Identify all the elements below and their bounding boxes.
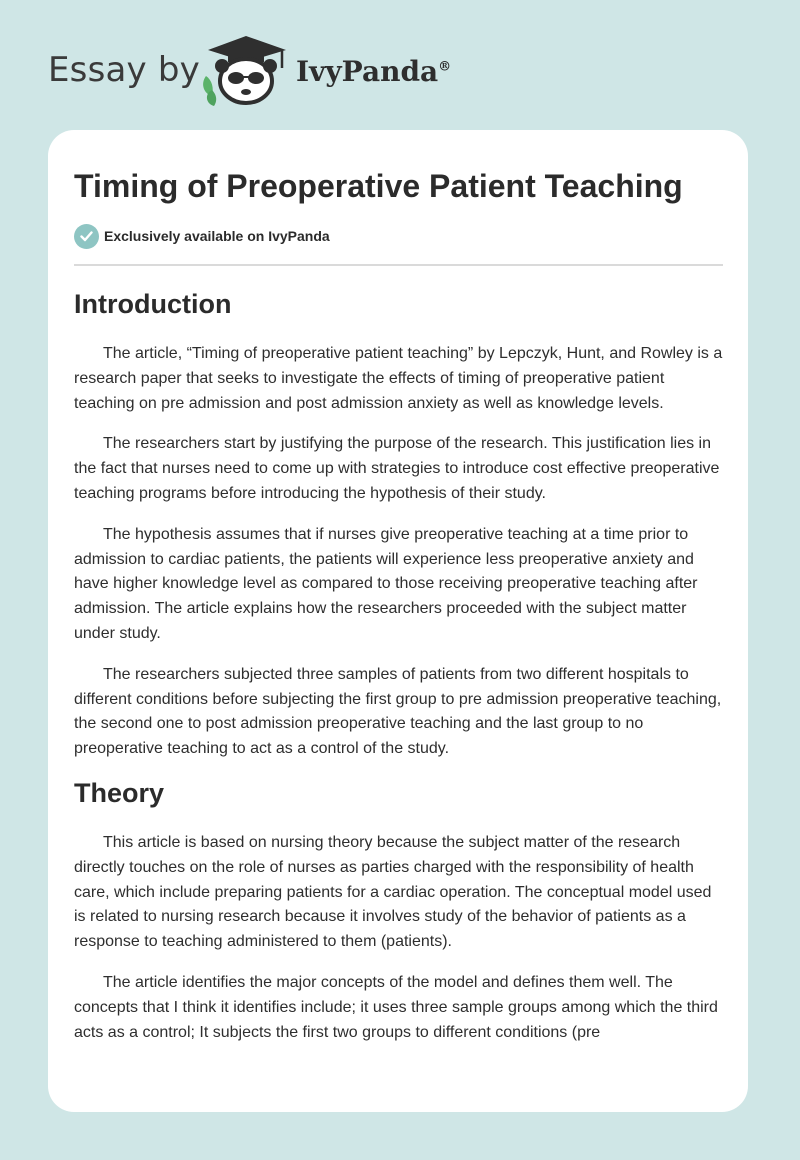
divider — [74, 264, 723, 266]
article-card — [48, 130, 748, 1112]
paragraph: The article, “Timing of preoperative patient teaching” by Lepczyk, Hunt, and Rowley is a research paper that seeks to investigate the effects of timing of preoperative patient teaching on pre admission and post admission anxiety as well as knowledge levels. — [74, 345, 723, 412]
brand-name[interactable] — [296, 55, 451, 88]
registered-mark: ® — [438, 59, 452, 75]
paragraph: The researchers subjected three samples of patients from two different hospitals to different conditions before subjecting the first group to pre admission preoperative teaching, the second one to post admission preoperative teaching and the last group to no preoperative teaching to act as a control of the study. — [74, 665, 722, 758]
paragraph: The researchers start by justifying the purpose of the research. This justification lies in the fact that nurses need to come up with strategies to introduce cost effective preoperative teaching programs before introducing the hypothesis of their study. — [74, 435, 720, 502]
exclusive-text: Exclusively available on IvyPanda — [104, 228, 330, 244]
brand-name-text: IvyPanda — [296, 55, 439, 88]
exclusive-badge — [74, 222, 723, 250]
paragraph: The article identifies the major concepts of the model and defines them well. The concepts that I think it identifies include; it uses three sample groups among which the third acts as a control; It subjects the first two groups to different conditions (pre — [74, 973, 718, 1041]
brand-prefix: Essay by — [48, 50, 200, 90]
panda-graduate-icon[interactable] — [200, 34, 292, 108]
paragraph: This article is based on nursing theory because the subject matter of the research directly touches on the role of nurses as parties charged with the responsibility of health care, which include preparing patients for a cardiac operation. The conceptual model used is related to nursing research because it involves study of the behavior of patients as a response to teaching administered to them (patients). — [74, 833, 712, 951]
paragraph: The hypothesis assumes that if nurses give preoperative teaching at a time prior to admission to cardiac patients, the patients will experience less preoperative anxiety and have higher knowledge level as compared to those receiving preoperative teaching after admission. The article explains how the researchers proceeded with the subject matter under study. — [74, 525, 698, 642]
site-header — [0, 0, 800, 130]
check-circle-icon — [74, 224, 99, 249]
article-title: Timing of Preoperative Patient Teaching — [74, 168, 683, 204]
section-heading-theory: Theory — [74, 777, 165, 808]
section-heading-introduction: Introduction — [74, 289, 232, 319]
